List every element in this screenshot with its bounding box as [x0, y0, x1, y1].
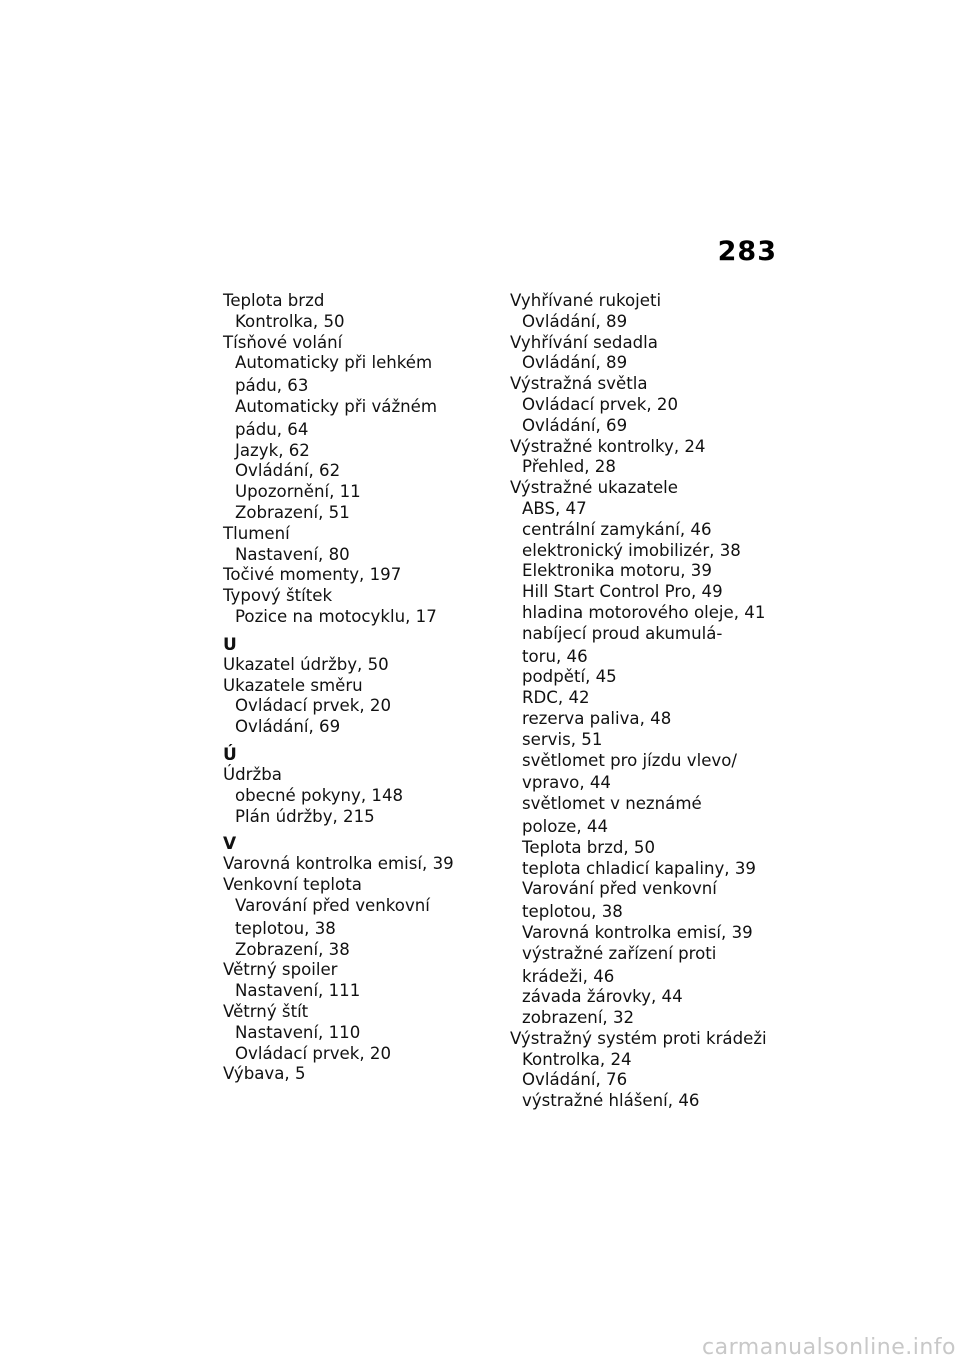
index-entry-main: Venkovní teplota: [223, 875, 362, 895]
index-subentry: Kontrolka, 24: [522, 1049, 632, 1069]
index-entry: [223, 676, 473, 738]
index-subentry: výstražné zařízení proti: [522, 943, 717, 963]
index-subentry: Nastavení, 80: [235, 544, 350, 564]
index-subentry: Zobrazení, 51: [235, 502, 350, 522]
index-subentry: hladina motorového oleje, 41: [522, 602, 766, 622]
index-subentry: Upozornění, 11: [235, 482, 361, 502]
index-entry-main: Větrný spoiler: [223, 960, 338, 980]
index-entry-main: Výbava, 5: [223, 1064, 306, 1084]
index-subentry: nabíjecí proud akumulá-: [522, 623, 723, 643]
index-subentry: rezerva paliva, 48: [522, 708, 672, 728]
index-subentry: poloze, 44: [522, 816, 609, 836]
index-entry: [223, 333, 473, 524]
index-subentry: toru, 46: [522, 646, 588, 666]
index-entry-main: Tlumení: [223, 523, 290, 543]
index-entry-main: Výstražné ukazatele: [510, 478, 678, 498]
index-subentry: Automaticky při vážném: [235, 396, 438, 416]
index-subentry: Elektronika motoru, 39: [522, 561, 712, 581]
index-subentry: zobrazení, 32: [522, 1008, 635, 1028]
index-subentry: Pozice na motocyklu, 17: [235, 606, 437, 626]
index-entry: [223, 291, 473, 333]
index-subentry: podpětí, 45: [522, 667, 617, 687]
index-entry-main: Vyhřívané rukojeti: [510, 291, 662, 310]
index-entry-main: Výstražný systém proti krádeži: [510, 1028, 767, 1048]
index-subentry: Ovládací prvek, 20: [522, 394, 679, 414]
index-entry: [223, 1002, 473, 1064]
index-subentry: Nastavení, 110: [235, 1022, 361, 1042]
index-subentry: obecné pokyny, 148: [235, 785, 404, 805]
index-subentry: Ovládací prvek, 20: [235, 696, 392, 716]
index-subentry: výstražné hlášení, 46: [522, 1091, 700, 1111]
index-entry-main: Výstražné kontrolky, 24: [510, 436, 706, 456]
index-subentry: vpravo, 44: [522, 773, 611, 793]
index-entry: [510, 478, 780, 1029]
index-subentry: světlomet pro jízdu vlevo/: [522, 750, 737, 770]
index-subentry: centrální zamykání, 46: [522, 519, 712, 539]
index-subentry: Automaticky při lehkém: [235, 353, 433, 373]
index-column-left: [223, 291, 473, 1085]
index-entry-main: Ukazatele směru: [223, 675, 363, 695]
index-entry: [223, 875, 473, 960]
index-subentry: závada žárovky, 44: [522, 987, 683, 1007]
index-entry-main: Varovná kontrolka emisí, 39: [223, 854, 454, 874]
index-subentry: Nastavení, 111: [235, 981, 361, 1001]
index-subentry: Jazyk, 62: [235, 440, 310, 460]
index-section-letter: U: [223, 634, 237, 655]
index-entry: [223, 765, 473, 827]
index-subentry: teplotou, 38: [522, 902, 623, 922]
index-entry: [223, 655, 473, 676]
index-entry: [510, 291, 780, 333]
index-entry-main: Teplota brzd: [223, 291, 325, 310]
index-subentry: Ovládání, 89: [522, 311, 628, 331]
index-entry-main: Typový štítek: [223, 586, 333, 606]
index-entry: [223, 854, 473, 875]
index-entry: [510, 333, 780, 375]
index-subentry: krádeži, 46: [522, 966, 615, 986]
index-subentry: Varování před venkovní: [522, 879, 717, 899]
index-subentry: Ovládání, 89: [522, 353, 628, 373]
index-subentry: Varování před venkovní: [235, 895, 430, 915]
page-number: 283: [717, 236, 777, 267]
index-subentry: Teplota brzd, 50: [522, 837, 656, 857]
index-entry: [223, 1064, 473, 1085]
index-entry-main: Ukazatel údržby, 50: [223, 654, 389, 674]
index-subentry: servis, 51: [522, 729, 603, 749]
index-section-letter: V: [223, 834, 237, 855]
index-entry: [223, 524, 473, 566]
index-entry: [223, 960, 473, 1002]
watermark: carmanualsonline.info: [702, 1335, 956, 1360]
index-column-right: [510, 291, 780, 1112]
index-subentry: Ovládání, 62: [235, 461, 341, 481]
index-subentry: Varovná kontrolka emisí, 39: [522, 922, 753, 942]
index-subentry: Přehled, 28: [522, 457, 616, 477]
index-subentry: Plán údržby, 215: [235, 806, 375, 826]
index-subentry: světlomet v neznámé: [522, 794, 702, 814]
index-subentry: Zobrazení, 38: [235, 939, 350, 959]
index-subentry: teplota chladicí kapaliny, 39: [522, 858, 756, 878]
index-entry: [510, 437, 780, 479]
index-entry-main: Údržba: [223, 764, 282, 784]
index-subentry: Ovládací prvek, 20: [235, 1043, 392, 1063]
index-subentry: ABS, 47: [522, 498, 587, 518]
index-subentry: Hill Start Control Pro, 49: [522, 582, 723, 602]
index-subentry: RDC, 42: [522, 688, 590, 708]
index-entry-main: Větrný štít: [223, 1001, 309, 1021]
index-subentry: Ovládání, 69: [522, 415, 628, 435]
index-subentry: teplotou, 38: [235, 918, 336, 938]
index-subentry: elektronický imobilizér, 38: [522, 540, 741, 560]
index-entry: [223, 565, 473, 586]
index-entry-main: Tísňové volání: [223, 332, 343, 352]
index-entry-main: Výstražná světla: [510, 374, 648, 394]
index-entry: [510, 1029, 780, 1112]
index-entry: [223, 586, 473, 628]
index-section-letter: Ú: [223, 744, 237, 765]
index-subentry: pádu, 63: [235, 376, 309, 396]
index-entry-main: Vyhřívání sedadla: [510, 332, 658, 352]
index-subentry: Kontrolka, 50: [235, 311, 345, 331]
index-entry-main: Točivé momenty, 197: [223, 565, 402, 585]
index-entry: [510, 374, 780, 436]
index-subentry: pádu, 64: [235, 419, 309, 439]
index-subentry: Ovládání, 69: [235, 717, 341, 737]
index-subentry: Ovládání, 76: [522, 1070, 628, 1090]
